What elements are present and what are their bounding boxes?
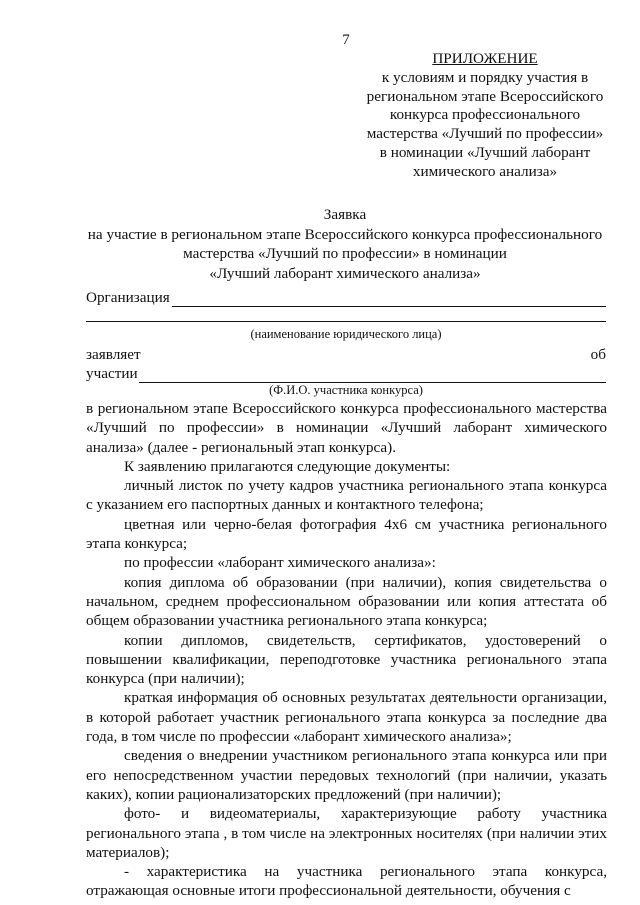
appendix-line: региональном этапе Всероссийского	[366, 87, 604, 105]
heading-title: Заявка	[323, 206, 367, 223]
paragraph: сведения о внедрении участником регионального этапа конкурса или при его непосредственном участии передовых технологий (при наличии, указать каких), копии рационализаторских предложений (при наличии);	[86, 747, 607, 803]
paragraph: копия диплома об образовании (при наличии), копия свидетельства о начальном, среднем профессиональном образовании или копия аттестата об общем образовании участника регионального этапа конкурса;	[86, 573, 607, 630]
appendix-line: к условиям и порядку участия в	[381, 68, 589, 86]
appendix-line: конкурса профессионального	[389, 106, 581, 124]
organization-caption: (наименование юридического лица)	[250, 327, 442, 341]
paragraph: - характеристика на участника регионального этапа конкурса, отражающая основные итоги профессиональной деятельности, обучения с	[86, 863, 607, 900]
organization-row	[86, 288, 606, 307]
organization-field-2[interactable]	[86, 307, 606, 322]
application-heading	[70, 205, 620, 283]
participation-label: участии	[86, 365, 138, 382]
declares-label: заявляет	[86, 346, 141, 363]
organization-label: Организация	[86, 289, 170, 306]
paragraph: К заявлению прилагаются следующие документы:	[124, 457, 451, 475]
heading-line: мастерства «Лучший по профессии» в номинации	[183, 245, 507, 262]
organization-field[interactable]	[172, 291, 606, 307]
paragraph: личный листок по учету кадров участника регионального этапа конкурса с указанием его паспортных данных и контактного телефона;	[86, 477, 607, 514]
appendix-line: химического анализа»	[412, 162, 558, 180]
paragraph: в региональном этапе Всероссийского конкурса профессионального мастерства «Лучший по профессии» в номинации «Лучший лаборант химического анализа» (далее - региональный этап конкурса).	[86, 400, 607, 456]
appendix-title: ПРИЛОЖЕНИЕ	[432, 50, 538, 67]
participant-caption: (Ф.И.О. участника конкурса)	[269, 383, 423, 397]
paragraph: копии дипломов, свидетельств, сертификатов, удостоверений о повышении квалификации, переподготовке участника регионального этапа конкурса (при наличии);	[86, 631, 607, 688]
ob-label: об	[590, 346, 606, 363]
body-text	[86, 399, 607, 901]
appendix-block	[350, 50, 620, 182]
paragraph: цветная или черно-белая фотография 4x6 см участника регионального этапа конкурса;	[86, 515, 607, 553]
heading-line: на участие в региональном этапе Всероссийского конкурса профессионального	[87, 225, 603, 243]
appendix-line: мастерства «Лучший по профессии»	[366, 125, 604, 143]
page-number: 7	[342, 32, 350, 48]
paragraph: краткая информация об основных результатах деятельности организации, в которой работает участник регионального этапа конкурса за последние два года, в том числе по профессии «лаборант химического анализа»;	[86, 689, 607, 746]
declares-row	[86, 345, 606, 364]
paragraph: фото- и видеоматериалы, характеризующие работу участника регионального этапа , в том числе на электронных носителях (при наличии этих материалов);	[86, 805, 607, 861]
paragraph: по профессии «лаборант химического анализа»:	[124, 554, 436, 572]
heading-line: «Лучший лаборант химического анализа»	[209, 264, 481, 282]
appendix-line: в номинации «Лучший лаборант	[379, 143, 591, 161]
